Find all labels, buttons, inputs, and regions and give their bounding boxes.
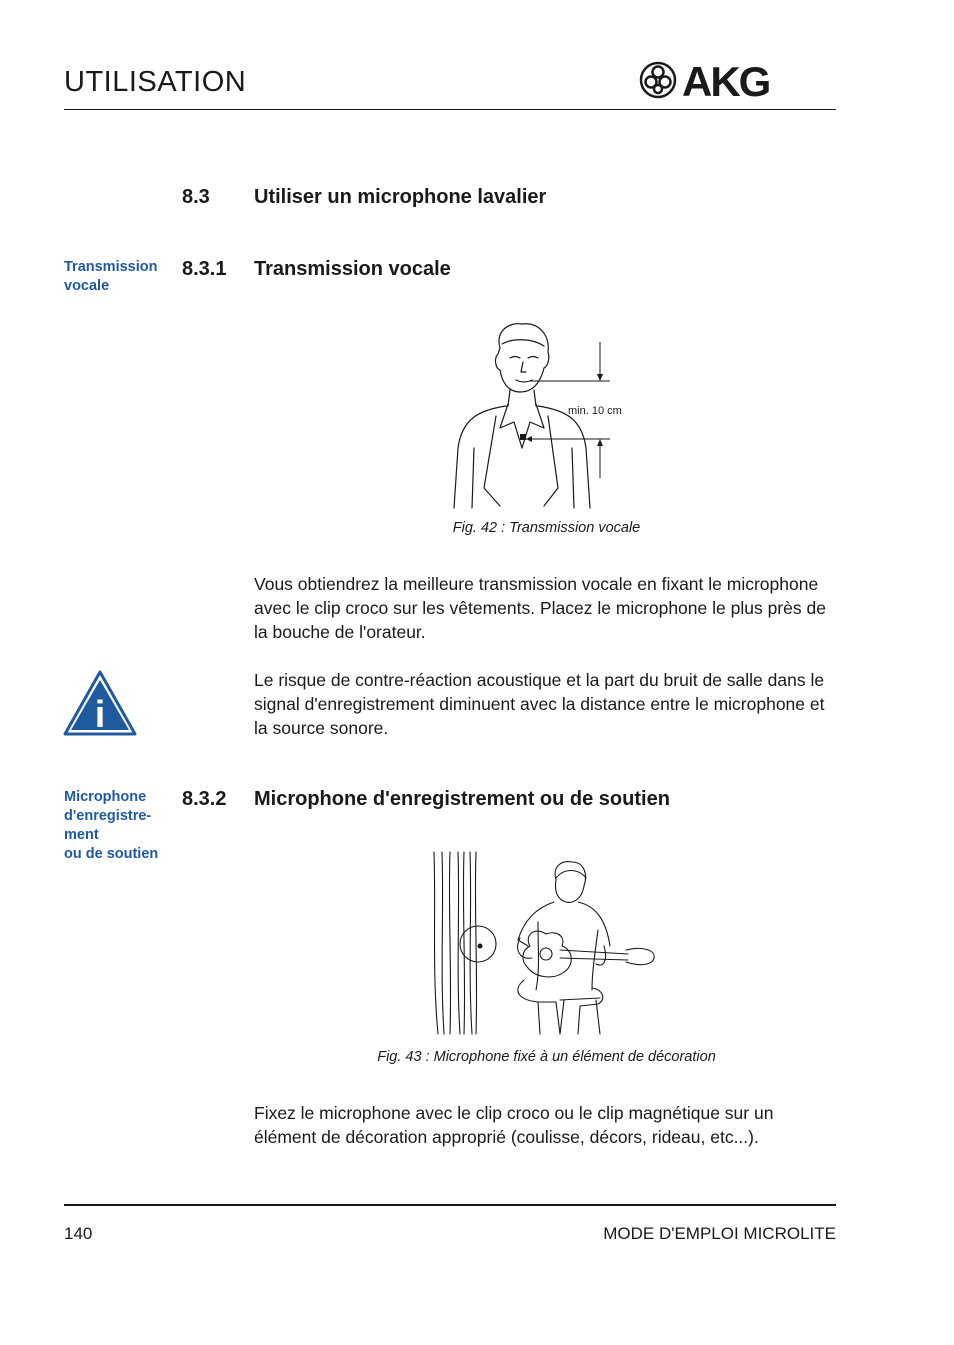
sidenote-transmission: Transmission vocale	[64, 259, 158, 294]
dimension-label: min. 10 cm	[568, 405, 622, 417]
akg-emblem-icon	[641, 63, 675, 97]
document-title: MODE D'EMPLOI MICROLITE	[603, 1224, 836, 1243]
sidenote-recording	[64, 788, 174, 864]
sidenote-line: Microphone	[64, 789, 147, 805]
lavalier-mic-icon	[520, 434, 526, 440]
figure-43-illustration	[428, 850, 660, 1036]
section-title: Utiliser un microphone lavalier	[254, 186, 547, 208]
info-warning-icon	[62, 669, 138, 737]
figure-42-caption: Fig. 42 : Transmission vocale	[452, 520, 641, 536]
figure-42-illustration	[440, 318, 640, 510]
paragraph-decoration: Fixez le microphone avec le clip croco ou le clip magnétique sur un élément de décoration approprié (coulisse, décors, rideau, etc...).	[254, 1103, 774, 1147]
sidenote-line: ment	[64, 827, 99, 843]
page-number: 140	[64, 1224, 93, 1243]
header-divider	[64, 109, 836, 110]
figure-43-caption: Fig. 43 : Microphone fixé à un élément de décoration	[377, 1049, 716, 1065]
paragraph-transmission: Vous obtiendrez la meilleure transmission vocale en fixant le microphone avec le clip croco sur les vêtements. Placez le microphone le plus près de la bouche de l'orateur.	[254, 574, 826, 642]
sidenote-line: ou de soutien	[64, 846, 159, 862]
subsection1-title: Transmission vocale	[254, 258, 451, 280]
paragraph-feedback: Le risque de contre-réaction acoustique et la part du bruit de salle dans le signal d'enregistrement diminuent avec la distance entre le microphone et la source sonore.	[254, 670, 825, 738]
footer-divider	[64, 1204, 836, 1206]
decoration-mic-icon	[478, 944, 483, 949]
subsection2-title: Microphone d'enregistrement ou de soutien	[254, 788, 670, 810]
info-glyph: i	[94, 694, 106, 736]
akg-logo	[638, 60, 828, 100]
page-header-title: UTILISATION	[64, 66, 247, 98]
subsection2-number: 8.3.2	[182, 788, 227, 810]
logo-text: AKG	[682, 60, 770, 100]
subsection1-number: 8.3.1	[182, 258, 227, 280]
section-number: 8.3	[182, 186, 210, 208]
sidenote-line: d'enregistre-	[64, 808, 152, 824]
